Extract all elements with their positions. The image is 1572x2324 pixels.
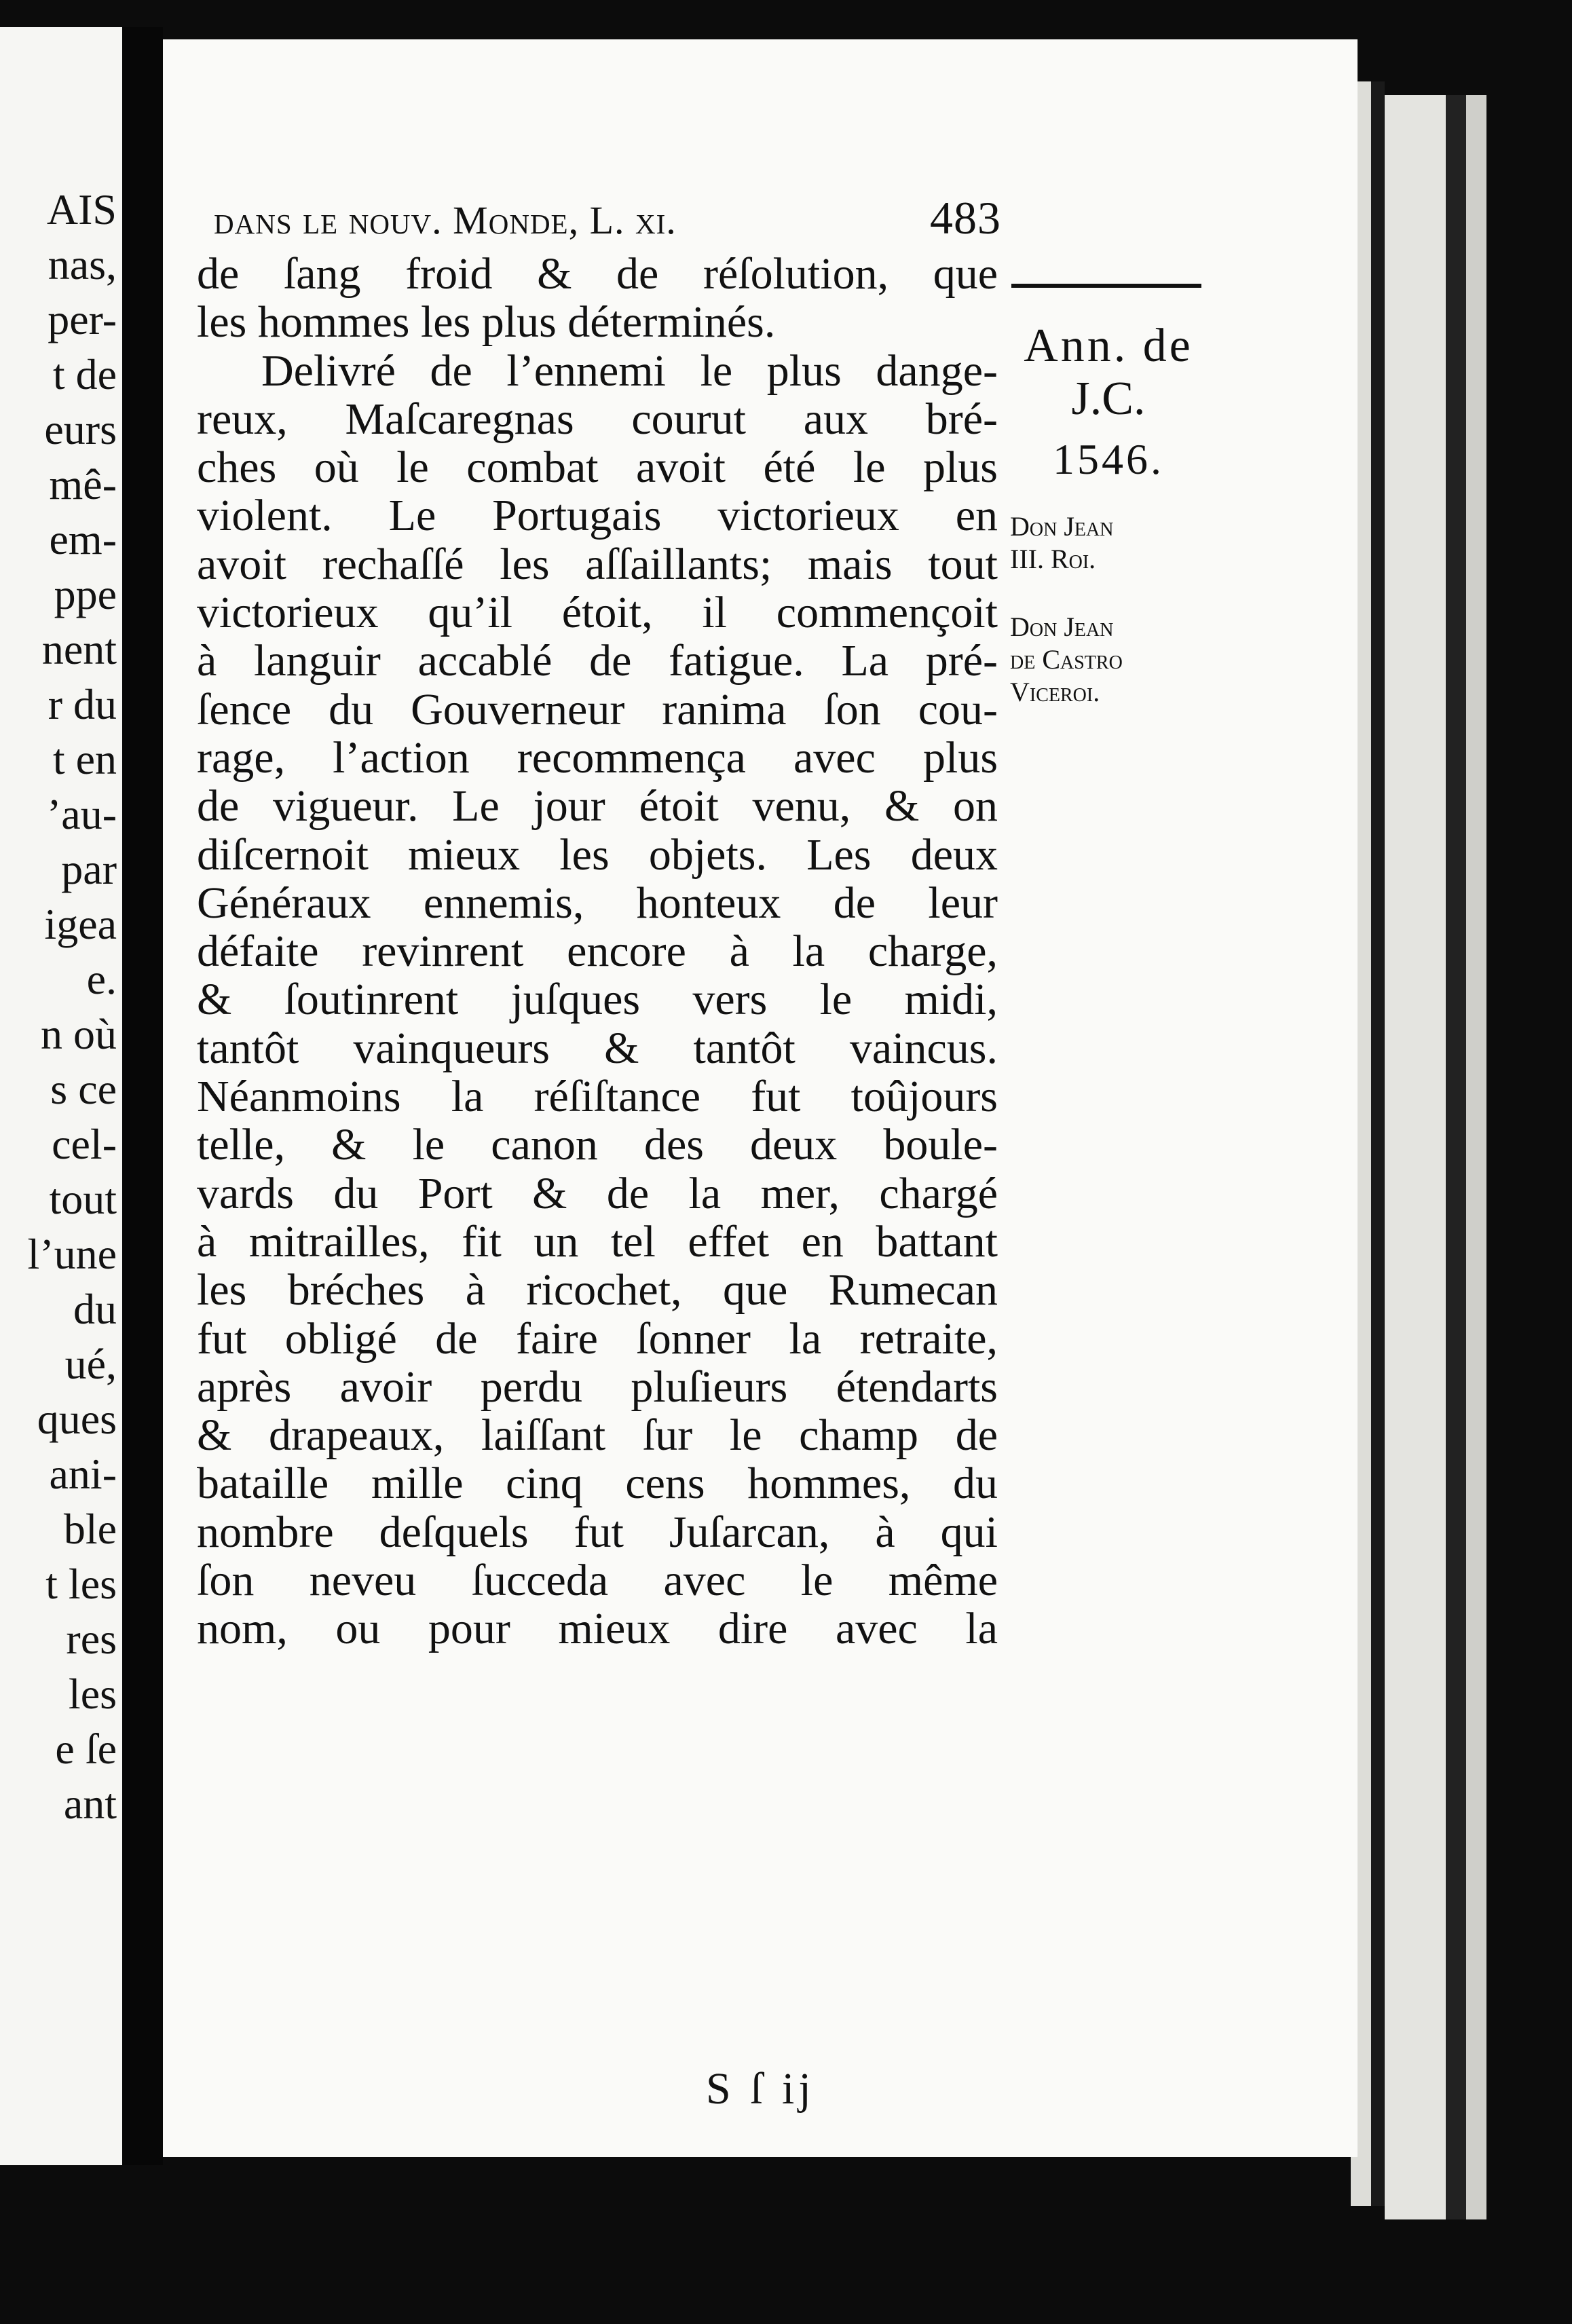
left-page-line: par xyxy=(61,845,117,893)
left-page-line: les xyxy=(68,1670,117,1718)
margin-king-line-2: III. Roi. xyxy=(1010,544,1096,574)
left-page-line: ’au- xyxy=(46,790,117,838)
body-line: de vigueur. Le jour étoit venu, & on xyxy=(197,781,998,831)
body-line: à mitrailles, fit un tel effet en battant xyxy=(197,1216,998,1267)
body-line: fut obligé de faire ſonner la retraite, xyxy=(197,1313,998,1364)
left-page-line: t en xyxy=(52,735,117,783)
body-line: telle, & le canon des deux boule- xyxy=(197,1120,998,1170)
left-page-line: r du xyxy=(48,680,117,728)
body-line: nom, ou pour mieux dire avec la xyxy=(197,1604,998,1654)
page-number: 483 xyxy=(930,192,1001,244)
body-line: de ſang froid & de réſolution, que xyxy=(197,249,998,299)
left-page-line: du xyxy=(73,1285,117,1333)
signature-mark: S ſ ij xyxy=(706,2064,815,2114)
body-line: ches où le combat avoit été le plus xyxy=(197,443,998,493)
left-page-line: e ſe xyxy=(55,1725,117,1773)
page-edge xyxy=(1466,95,1486,2219)
left-page-fragment xyxy=(0,27,122,2165)
left-page-line: ant xyxy=(63,1780,117,1828)
left-page-line: tout xyxy=(49,1175,117,1223)
body-line: tantôt vainqueurs & tantôt vaincus. xyxy=(197,1023,998,1073)
body-line: violent. Le Portugais victorieux en xyxy=(197,491,998,541)
body-line: avoit rechaſſé les aſſaillants; mais tout xyxy=(197,539,998,589)
left-page-line: nent xyxy=(41,625,117,673)
left-page-line: l’une xyxy=(27,1230,117,1278)
body-line: les bréches à ricochet, que Rumecan xyxy=(197,1265,998,1315)
body-line: nombre deſquels fut Juſarcan, à qui xyxy=(197,1507,998,1557)
left-page-line: s ce xyxy=(50,1065,117,1113)
left-page-line: cel- xyxy=(52,1120,117,1168)
page-edge xyxy=(1385,95,1446,2219)
body-line: les hommes les plus déterminés. xyxy=(197,297,776,348)
body-line: reux, Maſcaregnas courut aux bré- xyxy=(197,394,998,444)
body-line: victorieux qu’il étoit, il commençoit xyxy=(197,588,998,638)
body-line: rage, l’action recommença avec plus xyxy=(197,732,998,783)
body-line: vards du Port & de la mer, chargé xyxy=(197,1168,998,1218)
body-line: ſon neveu ſucceda avec le même xyxy=(197,1556,998,1606)
margin-viceroy-line-2: de Castro xyxy=(1010,644,1123,675)
page-edge-shadow xyxy=(1446,95,1466,2219)
body-line: bataille mille cinq cens hommes, du xyxy=(197,1459,998,1509)
running-head-title: dans le nouv. Monde, L. xi. xyxy=(214,198,677,242)
body-line: Delivré de l’ennemi le plus dange- xyxy=(261,345,998,396)
margin-viceroy-line-3: Viceroi. xyxy=(1010,677,1100,707)
left-page-line: t les xyxy=(45,1560,117,1608)
body-line: & drapeaux, laiſſant ſur le champ de xyxy=(197,1410,998,1461)
left-page-line: per- xyxy=(48,295,117,343)
body-line: Néanmoins la réſiſtance fut toûjours xyxy=(197,1072,998,1122)
running-head xyxy=(214,191,1001,245)
margin-era: J.C. xyxy=(1071,373,1146,425)
left-page-line: t de xyxy=(52,350,117,398)
left-page-line: res xyxy=(66,1615,117,1663)
body-line: ſence du Gouverneur ranima ſon cou- xyxy=(197,684,998,734)
body-line: après avoir perdu pluſieurs étendarts xyxy=(197,1362,998,1412)
left-page-line: ques xyxy=(37,1395,117,1443)
margin-viceroy-line-1: Don Jean xyxy=(1010,612,1114,642)
margin-king-line-1: Don Jean xyxy=(1010,511,1114,542)
page-edge-shadow xyxy=(1371,81,1385,2206)
body-line: à languir accablé de fatigue. La pré- xyxy=(197,636,998,686)
left-page-line: n où xyxy=(41,1010,117,1058)
left-page-line: ppe xyxy=(54,570,117,618)
left-page-line: eurs xyxy=(44,405,117,453)
left-page-line: em- xyxy=(49,515,117,563)
body-line: défaite revinrent encore à la charge, xyxy=(197,926,998,977)
body-text xyxy=(197,250,998,1653)
left-page-line: ani- xyxy=(49,1450,117,1498)
left-page-line: igea xyxy=(44,900,117,948)
margin-rule xyxy=(1011,284,1201,288)
body-line: & ſoutinrent juſques vers le midi, xyxy=(197,975,998,1025)
margin-year-label: Ann. de xyxy=(1024,320,1193,372)
left-page-line: nas, xyxy=(48,240,117,288)
left-page-line: AIS xyxy=(46,185,117,233)
left-page-line: e. xyxy=(86,955,117,1003)
left-page-line: ble xyxy=(63,1505,117,1553)
book-gutter xyxy=(122,27,163,2165)
margin-year: 1546. xyxy=(1053,435,1164,483)
left-page-line: mê- xyxy=(49,460,117,508)
body-line: Généraux ennemis, honteux de leur xyxy=(197,878,998,928)
left-page-line: ué, xyxy=(64,1340,117,1388)
body-line: diſcernoit mieux les objets. Les deux xyxy=(197,829,998,880)
